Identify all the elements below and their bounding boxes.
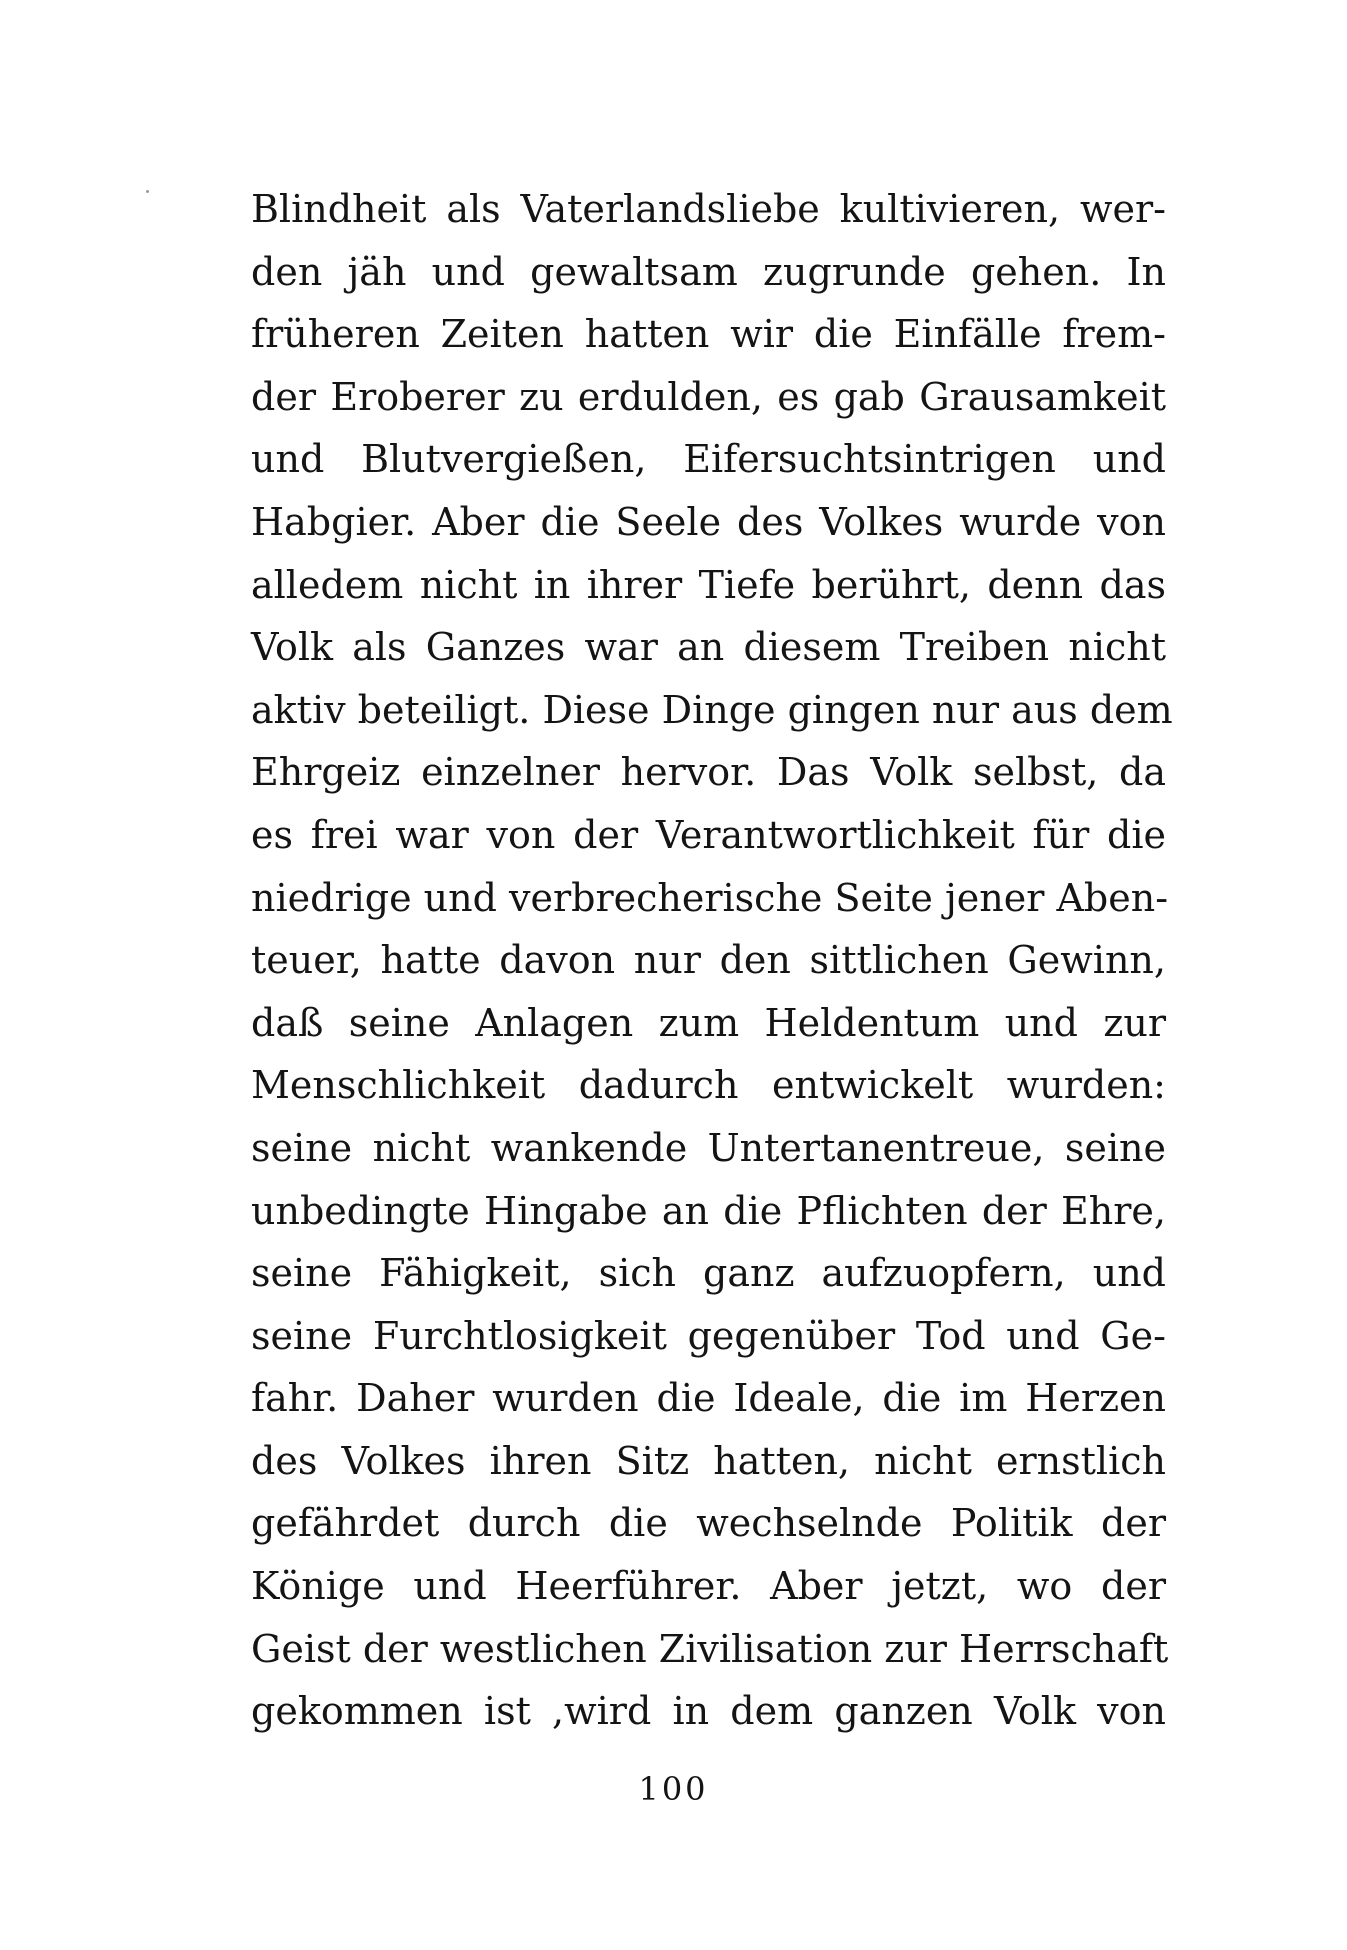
text-line: aktiv beteiligt. Diese Dinge gingen nur aus dem — [251, 687, 1173, 732]
text-line: Ehrgeiz einzelner hervor. Das Volk selbst, da — [251, 750, 1166, 795]
paper-speck — [146, 190, 149, 193]
text-line: seine Fähigkeit, sich ganz aufzuopfern, und — [251, 1251, 1166, 1296]
text-line: gefährdet durch die wechselnde Politik der — [251, 1501, 1166, 1546]
text-line: Habgier. Aber die Seele des Volkes wurde von — [251, 499, 1166, 544]
text-line: Menschlichkeit dadurch entwickelt wurden: — [251, 1063, 1166, 1108]
text-line: gekommen ist ,wird in dem ganzen Volk von — [251, 1689, 1166, 1734]
text-line: fahr. Daher wurden die Ideale, die im Herzen — [251, 1376, 1166, 1421]
text-line: niedrige und verbrecherische Seite jener Aben- — [251, 875, 1169, 920]
text-line: Blindheit als Vaterlandsliebe kultivieren, wer- — [251, 187, 1166, 231]
text-line: seine nicht wankende Untertanentreue, seine — [251, 1125, 1166, 1170]
text-line: Geist der westlichen Zivilisation zur Herrschaft — [251, 1626, 1169, 1671]
text-line: unbedingte Hingabe an die Pflichten der Ehre, — [251, 1188, 1166, 1233]
text-line: es frei war von der Verantwortlichkeit für die — [251, 812, 1166, 857]
body-text — [251, 178, 1173, 1743]
text-line: Könige und Heerführer. Aber jetzt, wo der — [251, 1564, 1166, 1609]
text-line: seine Furchtlosigkeit gegenüber Tod und Ge- — [251, 1313, 1166, 1358]
text-line: der Eroberer zu erdulden, es gab Grausamkeit — [251, 374, 1166, 419]
text-line: alledem nicht in ihrer Tiefe berührt, denn das — [251, 562, 1166, 607]
text-line: teuer, hatte davon nur den sittlichen Gewinn, — [251, 938, 1166, 983]
text-line: und Blutvergießen, Eifersuchtsintrigen und — [251, 437, 1166, 482]
text-line: des Volkes ihren Sitz hatten, nicht ernstlich — [251, 1438, 1166, 1483]
text-line: daß seine Anlagen zum Heldentum und zur — [251, 1000, 1166, 1045]
text-line: früheren Zeiten hatten wir die Einfälle frem- — [251, 312, 1166, 357]
text-line: den jäh und gewaltsam zugrunde gehen. In — [251, 249, 1166, 294]
page-number: 100 — [638, 1770, 709, 1808]
text-line: Volk als Ganzes war an diesem Treiben nicht — [251, 625, 1166, 670]
